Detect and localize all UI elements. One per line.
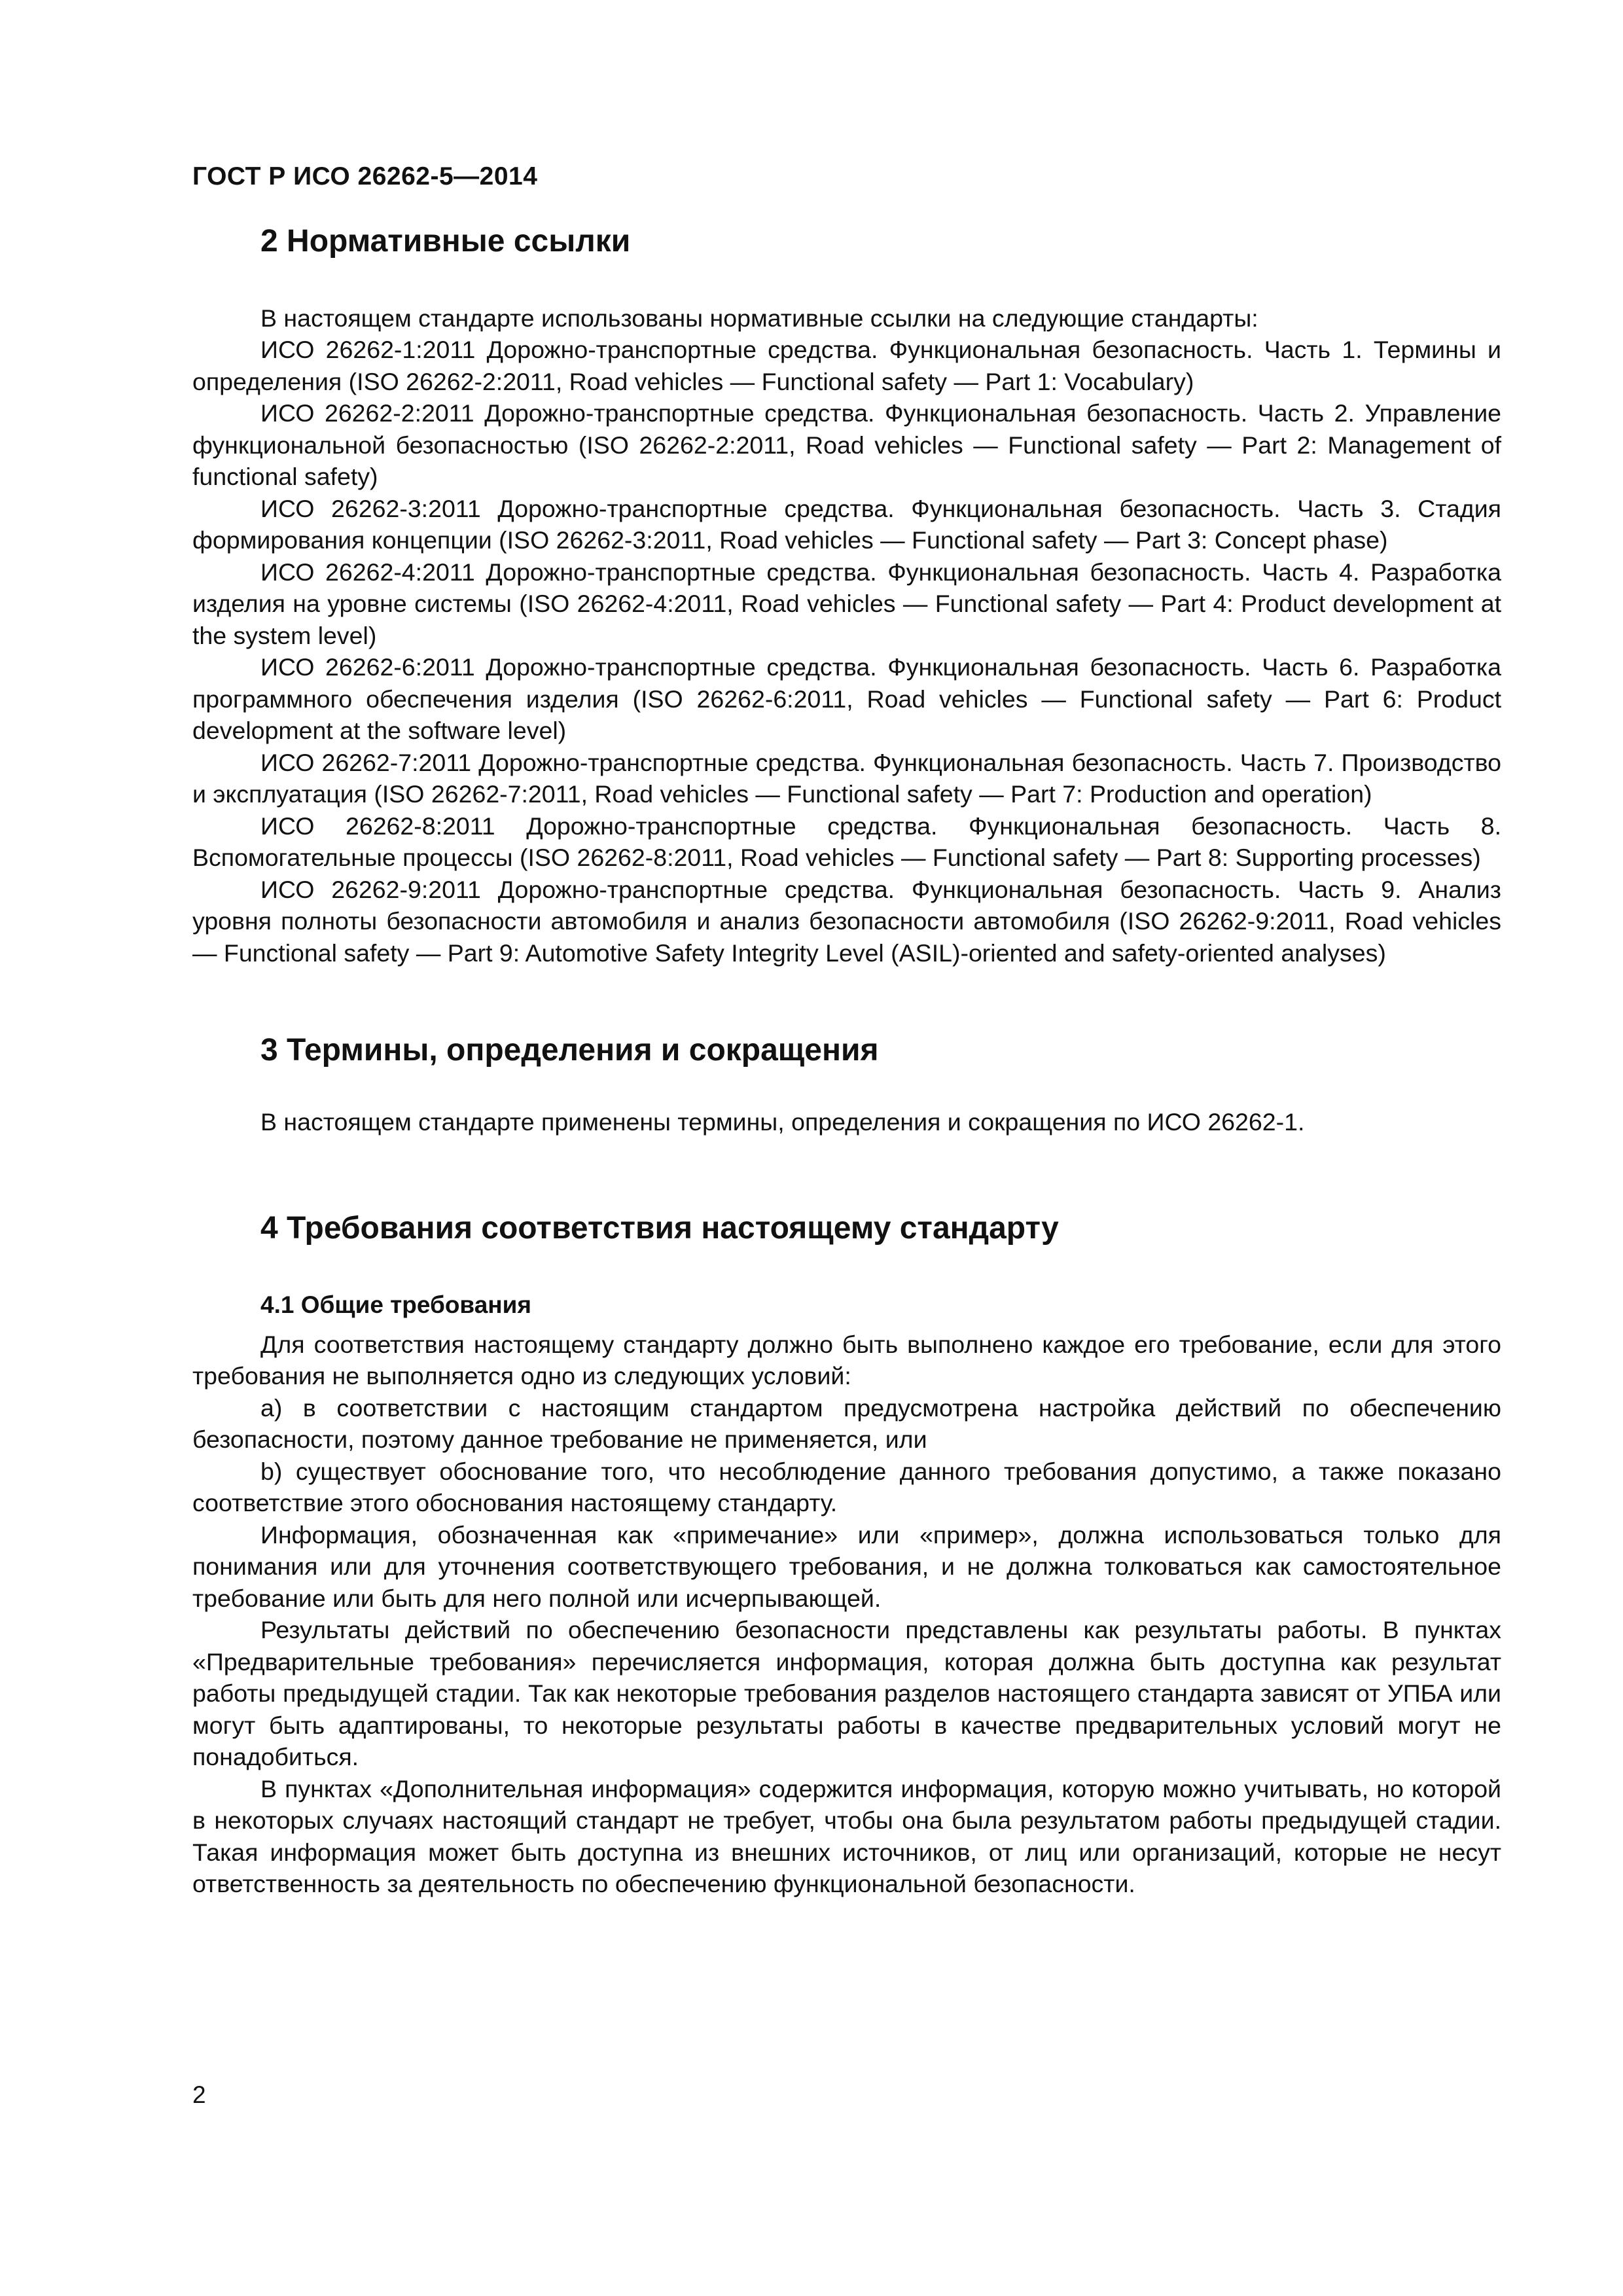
list-item-a: a) в соответствии с настоящим стандартом предусмотрена настройка действий по обеспечению безопасности, поэтому данное требование не применяется, или (192, 1393, 1501, 1454)
section-conformance-requirements (192, 1210, 1501, 1900)
section-title: 2 Нормативные ссылки (260, 224, 631, 259)
section-normative-references (192, 223, 1501, 969)
reference-entry: ИСО 26262-8:2011 Дорожно-транспортные средства. Функциональная безопасность. Часть 8. Вспомогательные процессы (ISO 26262-8:2011, Road vehicles — Functional safety — Part 8: Supporting processes) (192, 812, 1501, 872)
document-body (192, 223, 1501, 1900)
list-item-b: b) существует обоснование того, что несоблюдение данного требования допустимо, а также показано соответствие этого обоснования настоящему стандарту. (192, 1457, 1501, 1517)
paragraph: В настоящем стандарте использованы нормативные ссылки на следующие стандарты: (260, 304, 1258, 332)
paragraph: В настоящем стандарте применены термины, определения и сокращения по ИСО 26262-1. (260, 1107, 1305, 1136)
page-number: 2 (192, 2081, 206, 2108)
section-title: 4 Требования соответствия настоящему стандарту (260, 1211, 1059, 1246)
document-code-header: ГОСТ Р ИСО 26262-5—2014 (192, 162, 538, 190)
reference-entry: ИСО 26262-3:2011 Дорожно-транспортные средства. Функциональная безопасность. Часть 3. Стадия формирования концепции (ISO 26262-3:2011, Road vehicles — Functional safety — Part 3: Concept phase) (192, 494, 1501, 554)
subsection-title: 4.1 Общие требования (260, 1291, 531, 1318)
paragraph: В пунктах «Дополнительная информация» содержится информация, которую можно учитывать, но которой в некоторых случаях настоящий стандарт не требует, чтобы она была результатом работы предыдущей стадии. Такая информация может быть доступна из внешних источников, от лиц или организаций, которые не несут ответственность за деятельность по обеспечению функциональной безопасности. (192, 1774, 1501, 1898)
paragraph: Результаты действий по обеспечению безопасности представлены как результаты работы. В пунктах «Предварительные требования» перечисляется информация, которая должна быть доступна как результат работы предыдущей стадии. Так как некоторые требования разделов настоящего стандарта зависят от УПБА или могут быть адаптированы, то некоторые результаты работы в качестве предварительных условий могут не понадобиться. (192, 1616, 1501, 1771)
paragraph: Для соответствия настоящему стандарту должно быть выполнено каждое его требование, если для этого требования не выполняется одно из следующих условий: (192, 1330, 1501, 1390)
reference-entry: ИСО 26262-2:2011 Дорожно-транспортные средства. Функциональная безопасность. Часть 2. Управление функциональной безопасностью (ISO 26262-2:2011, Road vehicles — Functional safety — Part 2: Management of functional safety) (192, 399, 1501, 491)
reference-entry: ИСО 26262-4:2011 Дорожно-транспортные средства. Функциональная безопасность. Часть 4. Разработка изделия на уровне системы (ISO 26262-4:2011, Road vehicles — Functional safety — Part 4: Product development at the system level) (192, 558, 1501, 649)
reference-entry: ИСО 26262-9:2011 Дорожно-транспортные средства. Функциональная безопасность. Часть 9. Анализ уровня полноты безопасности автомобиля и анализ безопасности автомобиля (ISO 26262-9:2011, Road vehicles — Functional safety — Part 9: Automotive Safety Integrity Level (ASIL)-oriented and safety-oriented analyses) (192, 875, 1501, 967)
reference-entry: ИСО 26262-7:2011 Дорожно-транспортные средства. Функциональная безопасность. Часть 7. Производство и эксплуатация (ISO 26262-7:2011, Road vehicles — Functional safety — Part 7: Production and operation) (192, 748, 1501, 808)
paragraph: Информация, обозначенная как «примечание» или «пример», должна использоваться только для понимания или для уточнения соответствующего требования, и не должна толковаться как самостоятельное требование или быть для него полной или исчерпывающей. (192, 1520, 1501, 1612)
reference-entry: ИСО 26262-6:2011 Дорожно-транспортные средства. Функциональная безопасность. Часть 6. Разработка программного обеспечения изделия (ISO 26262-6:2011, Road vehicles — Functional safety — Part 6: Product development at the software level) (192, 653, 1501, 745)
section-terms-definitions (192, 1031, 1501, 1138)
section-title: 3 Термины, определения и сокращения (260, 1033, 879, 1068)
reference-entry: ИСО 26262-1:2011 Дорожно-транспортные средства. Функциональная безопасность. Часть 1. Термины и определения (ISO 26262-2:2011, Road vehicles — Functional safety — Part 1: Vocabulary) (192, 336, 1501, 395)
